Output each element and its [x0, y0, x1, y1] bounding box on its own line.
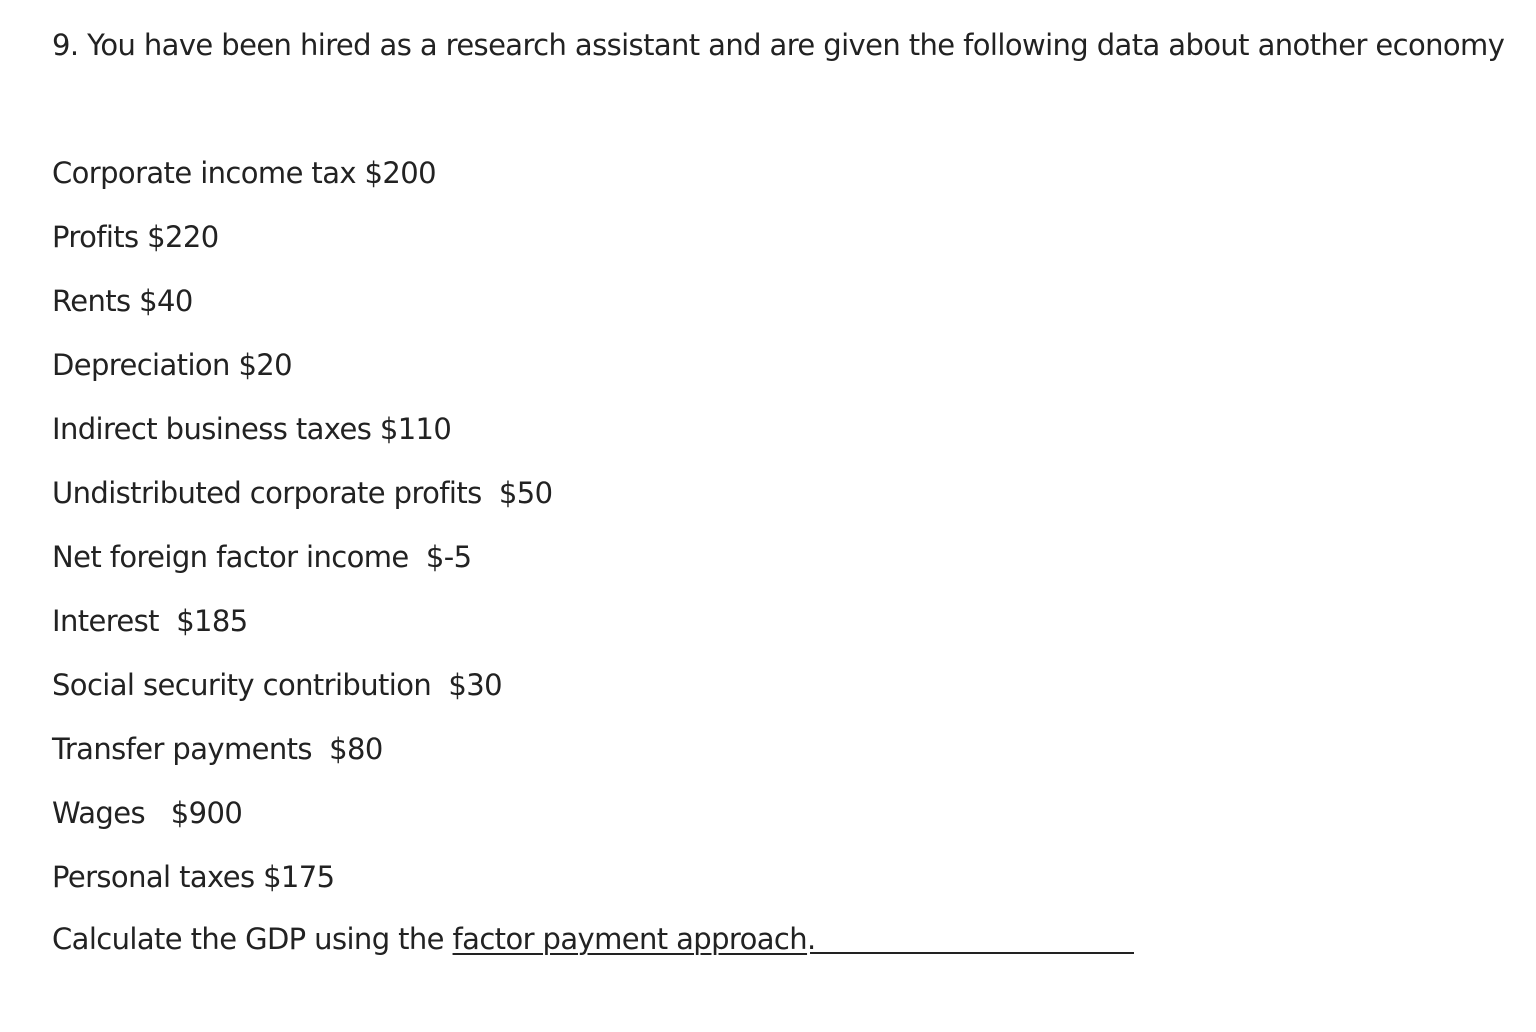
- data-item-profits: Profits $220: [52, 220, 219, 254]
- prompt-underlined-term: factor payment approach: [452, 922, 808, 956]
- economic-data-list: [52, 154, 552, 922]
- data-item-social-security-contribution: Social security contribution $30: [52, 668, 502, 702]
- data-item-rents: Rents $40: [52, 284, 193, 318]
- question-title: 9. You have been hired as a research assistant and are given the following data about another economy: [52, 28, 1505, 62]
- data-item-wages: Wages $900: [52, 796, 243, 830]
- data-item-indirect-business-taxes: Indirect business taxes $110: [52, 412, 452, 446]
- data-item-transfer-payments: Transfer payments $80: [52, 732, 383, 766]
- calculation-prompt: [52, 920, 816, 958]
- answer-blank-line[interactable]: [810, 952, 1134, 954]
- data-item-personal-taxes: Personal taxes $175: [52, 860, 335, 894]
- data-item-undistributed-corporate-profits: Undistributed corporate profits $50: [52, 476, 553, 510]
- data-item-corporate-income-tax: Corporate income tax $200: [52, 156, 436, 190]
- data-item-interest: Interest $185: [52, 604, 248, 638]
- prompt-text: Calculate the GDP using the: [52, 922, 453, 956]
- prompt-period: .: [807, 922, 816, 956]
- data-item-depreciation: Depreciation $20: [52, 348, 293, 382]
- data-item-net-foreign-factor-income: Net foreign factor income $-5: [52, 540, 472, 574]
